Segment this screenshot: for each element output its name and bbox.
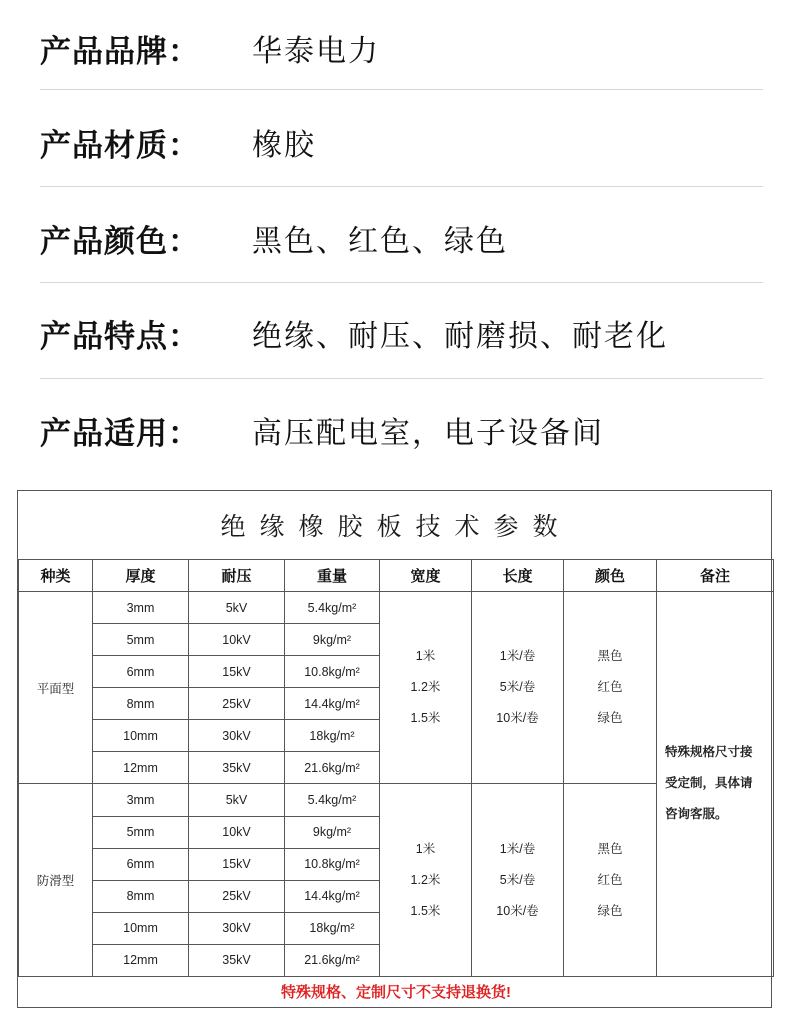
- width-option: 1米: [415, 841, 436, 856]
- thickness-cell: 12mm: [93, 944, 189, 976]
- thickness-cell: 12mm: [93, 752, 189, 784]
- col-header-voltage: 耐压: [189, 560, 285, 592]
- width-option: 1.2米: [410, 680, 441, 695]
- voltage-cell: 5kV: [189, 784, 285, 816]
- weight-cell: 10.8kg/m²: [285, 848, 380, 880]
- spec-label-material: 产品材质：: [40, 127, 200, 164]
- spec-value-features: 绝缘、耐压、耐磨损、耐老化: [252, 319, 668, 354]
- voltage-cell: 5kV: [189, 592, 285, 624]
- weight-cell: 5.4kg/m²: [285, 784, 380, 816]
- voltage-cell: 35kV: [189, 752, 285, 784]
- weight-cell: 18kg/m²: [285, 720, 380, 752]
- width-cell: [380, 784, 472, 976]
- weight-cell: 14.4kg/m²: [285, 688, 380, 720]
- length-option: 1米/卷: [499, 841, 536, 856]
- color-option: 黑色: [597, 649, 623, 664]
- weight-cell: 9kg/m²: [285, 624, 380, 656]
- spec-value-usage: 高压配电室，电子设备间: [252, 416, 604, 451]
- thickness-cell: 8mm: [93, 688, 189, 720]
- color-option: 绿色: [597, 711, 623, 726]
- length-option: 5米/卷: [499, 872, 536, 887]
- thickness-cell: 10mm: [93, 720, 189, 752]
- thickness-cell: 8mm: [93, 880, 189, 912]
- note-line: 特殊规格尺寸接: [665, 745, 753, 760]
- col-header-length: 长度: [472, 560, 564, 592]
- spec-divider: [40, 378, 763, 379]
- table-title: 绝缘橡胶板技术参数: [19, 491, 774, 560]
- length-option: 1米/卷: [499, 649, 536, 664]
- voltage-cell: 30kV: [189, 912, 285, 944]
- length-option: 5米/卷: [499, 680, 536, 695]
- color-option: 红色: [597, 680, 623, 695]
- color-option: 绿色: [597, 903, 623, 918]
- weight-cell: 14.4kg/m²: [285, 880, 380, 912]
- length-option: 10米/卷: [496, 711, 539, 726]
- spec-value-color: 黑色、红色、绿色: [252, 224, 508, 259]
- spec-row-material: [40, 94, 763, 190]
- col-header-color: 颜色: [564, 560, 657, 592]
- color-cell: [564, 784, 657, 976]
- col-header-thickness: 厚度: [93, 560, 189, 592]
- thickness-cell: 6mm: [93, 848, 189, 880]
- width-option: 1.5米: [410, 903, 441, 918]
- thickness-cell: 5mm: [93, 624, 189, 656]
- thickness-cell: 10mm: [93, 912, 189, 944]
- type-cell: 平面型: [19, 592, 93, 784]
- note-line: 受定制，具体请: [665, 776, 753, 791]
- voltage-cell: 10kV: [189, 816, 285, 848]
- spec-divider: [40, 186, 763, 187]
- col-header-width: 宽度: [380, 560, 472, 592]
- length-option: 10米/卷: [496, 903, 539, 918]
- note-cell: [657, 592, 774, 977]
- color-option: 红色: [597, 872, 623, 887]
- weight-cell: 9kg/m²: [285, 816, 380, 848]
- spec-row-brand: [40, 0, 763, 96]
- table-footer-warning: 特殊规格、定制尺寸不支持退换货!: [19, 976, 774, 1007]
- voltage-cell: 25kV: [189, 688, 285, 720]
- width-option: 1.2米: [410, 872, 441, 887]
- col-header-weight: 重量: [285, 560, 380, 592]
- voltage-cell: 25kV: [189, 880, 285, 912]
- width-option: 1.5米: [410, 711, 441, 726]
- length-cell: [472, 592, 564, 784]
- weight-cell: 10.8kg/m²: [285, 656, 380, 688]
- length-cell: [472, 784, 564, 976]
- table-row: [19, 592, 774, 624]
- note-line: 咨询客服。: [665, 807, 728, 822]
- voltage-cell: 35kV: [189, 944, 285, 976]
- width-cell: [380, 592, 472, 784]
- voltage-cell: 15kV: [189, 848, 285, 880]
- spec-value-material: 橡胶: [252, 128, 316, 163]
- spec-label-brand: 产品品牌：: [40, 33, 200, 70]
- spec-label-features: 产品特点：: [40, 318, 200, 355]
- col-header-type: 种类: [19, 560, 93, 592]
- color-cell: [564, 592, 657, 784]
- spec-value-brand: 华泰电力: [252, 34, 380, 69]
- spec-row-features: [40, 285, 763, 381]
- spec-divider: [40, 89, 763, 90]
- spec-divider: [40, 282, 763, 283]
- thickness-cell: 5mm: [93, 816, 189, 848]
- weight-cell: 21.6kg/m²: [285, 944, 380, 976]
- spec-label-usage: 产品适用：: [40, 415, 200, 452]
- col-header-note: 备注: [657, 560, 774, 592]
- voltage-cell: 10kV: [189, 624, 285, 656]
- type-cell: 防滑型: [19, 784, 93, 976]
- spec-row-color: [40, 190, 763, 286]
- tech-table-container: [17, 490, 772, 1008]
- table-header-row: [19, 560, 774, 592]
- thickness-cell: 3mm: [93, 592, 189, 624]
- width-option: 1米: [415, 649, 436, 664]
- weight-cell: 18kg/m²: [285, 912, 380, 944]
- voltage-cell: 30kV: [189, 720, 285, 752]
- thickness-cell: 3mm: [93, 784, 189, 816]
- spec-row-usage: [40, 382, 763, 478]
- voltage-cell: 15kV: [189, 656, 285, 688]
- weight-cell: 5.4kg/m²: [285, 592, 380, 624]
- spec-label-color: 产品颜色：: [40, 223, 200, 260]
- color-option: 黑色: [597, 841, 623, 856]
- weight-cell: 21.6kg/m²: [285, 752, 380, 784]
- thickness-cell: 6mm: [93, 656, 189, 688]
- tech-table: [18, 491, 774, 1007]
